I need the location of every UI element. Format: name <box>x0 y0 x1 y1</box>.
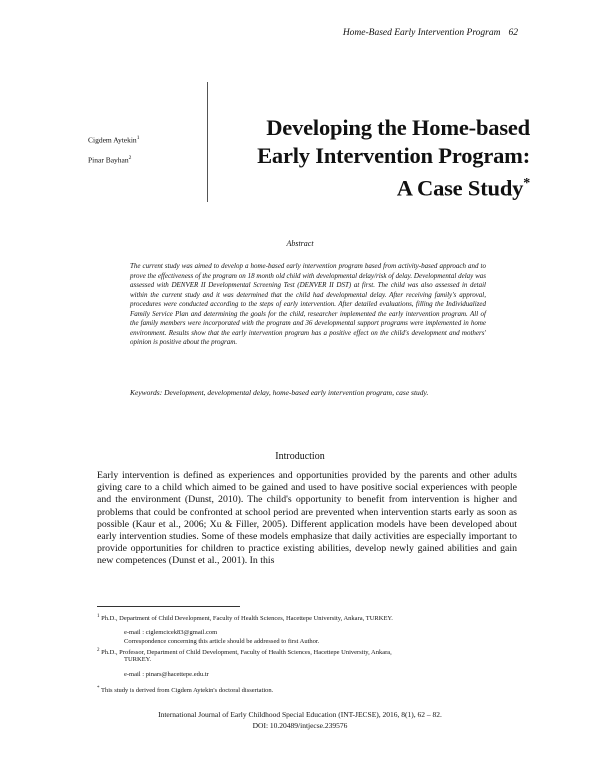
journal-citation: International Journal of Early Childhood Special Education (INT-JECSE), 2016, 8(1), 62 – 82. <box>158 710 442 719</box>
footnote-divider <box>97 606 240 607</box>
author-1-name: Cigdem Aytekin <box>88 135 137 145</box>
doi: DOI: 10.20489/intjecse.239576 <box>252 721 348 730</box>
footnote-star-mark: * <box>97 686 100 691</box>
footnote-1-text: Ph.D., Department of Child Development, Faculty of Health Sciences, Hacettepe University, Ankara, TURKEY. <box>101 615 393 623</box>
footnote-1-correspondence: Correspondence concerning this article should be addressed to first Author. <box>124 638 320 645</box>
running-head <box>343 28 518 38</box>
author-1 <box>88 135 139 145</box>
author-2-mark: 2 <box>128 155 132 161</box>
author-2 <box>88 155 131 165</box>
title-line-2: Early Intervention Program: <box>257 143 530 168</box>
introduction-paragraph: Early intervention is defined as experiences and opportunities provided by the parents and other adults giving care to a child which aimed to be gained and used to have positive social experiences with people and the environment (Dunst, 2010). The child's opportunity to benefit from intervention is higher and problems that could be confronted at school period are prevented when intervention starts early as soon as possible (Kaur et al., 2006; Xu & Filler, 2005). Different application models have been developed about early intervention studies. Some of these models emphasize that daily activities are especially important to provide opportunities for children to practice existing abilities, develop newly gained abilities and gain new competences (Dunst et al., 2001). In this <box>97 470 517 567</box>
introduction-heading: Introduction <box>275 451 325 462</box>
title-line-3: A Case Study <box>396 175 524 201</box>
author-2-name: Pinar Bayhan <box>88 155 129 165</box>
running-head-title: Home-Based Early Intervention Program <box>342 28 501 38</box>
title-line-1: Developing the Home-based <box>266 115 530 140</box>
title-footnote-mark: * <box>523 176 530 191</box>
article-title <box>257 114 530 203</box>
footnote-1-email: e-mail : ciglemcicek83@gmail.com <box>124 629 218 636</box>
footnote-star-text: This study is derived from Cigdem Aytekin's doctoral dissertation. <box>101 687 274 695</box>
abstract-text: The current study was aimed to develop a home-based early intervention program based from activity-based approach and to prove the effectiveness of the program on 18 month old child with developmental delay/risk of delay. Developmental delay was assessed with DENVER II Developmental Screening Test (DENVER II DST) at first. The child was also assessed in detail within the current study and it was determined that the child had developmental delay. After receiving family's approval, procedures were conducted according to the steps of early intervention. After detailed evaluations, filling the Individualized Family Service Plan and determining the goals for the child, researcher implemented the early intervention program. All of the family members were incorporated with the program and 36 developmental support programs were implemented in home environment. Results show that the early intervention program has a positive effect on the child's development and mothers' opinion is positive about the program. <box>130 262 486 346</box>
footnote-star <box>97 684 273 695</box>
page-number: 62 <box>508 28 518 38</box>
author-1-mark: 1 <box>136 135 140 141</box>
keywords: Keywords: Development, developmental delay, home-based early intervention program, case study. <box>130 388 429 397</box>
footnote-2-text: Ph.D., Professor, Department of Child Development, Faculty of Health Sciences, Hacettepe University, Ankara, <box>101 649 392 657</box>
footnote-2-country: TURKEY. <box>124 656 152 663</box>
abstract-heading: Abstract <box>286 239 314 248</box>
footnote-2-email: e-mail : pinars@hacettepe.edu.tr <box>124 671 209 678</box>
footnote-2-mark: 2 <box>97 648 100 653</box>
title-divider <box>207 82 208 202</box>
footnote-1-mark: 1 <box>97 614 100 619</box>
footnote-1 <box>97 612 393 623</box>
